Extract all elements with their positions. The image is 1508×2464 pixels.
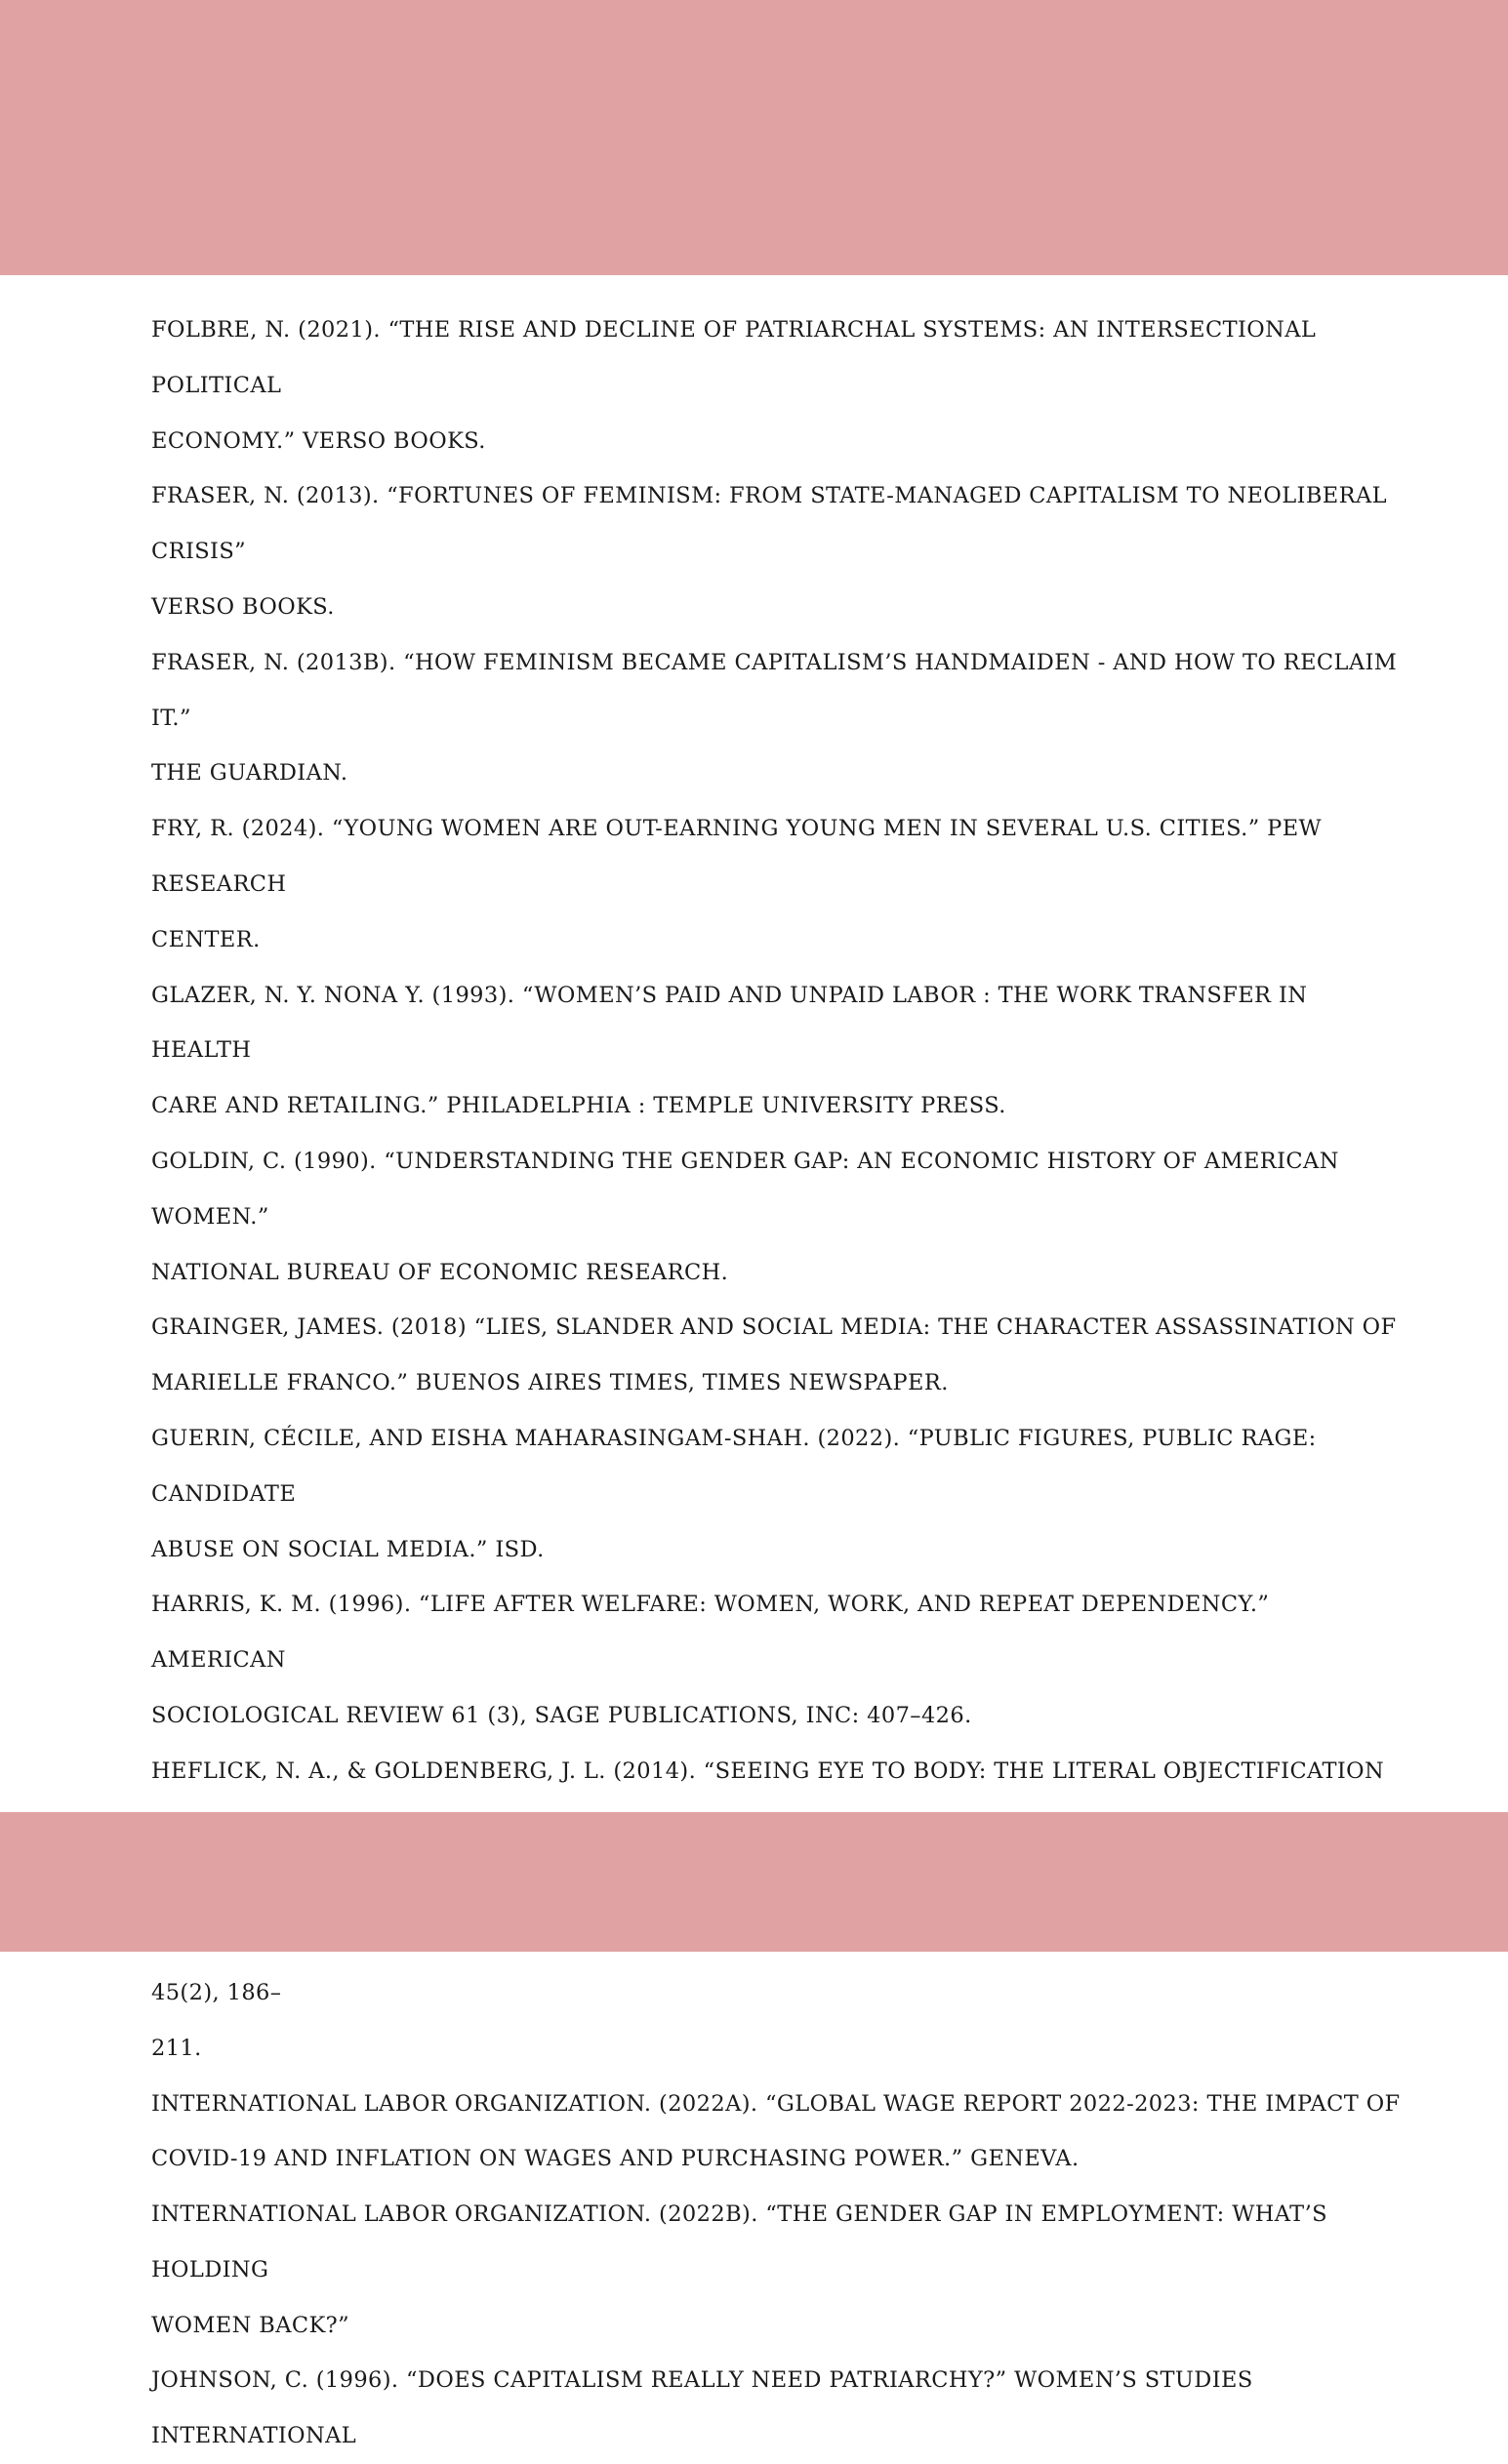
reference-entry: GRAINGER, JAMES. (2018) “LIES, SLANDER AND SOCIAL MEDIA: THE CHARACTER ASSASSINATION OF MARIELLE FRANCO.” BUENOS AIRES TIMES, TIMES NEWSPAPER.: [151, 1314, 1397, 1396]
reference-entry: FRASER, N. (2013). “FORTUNES OF FEMINISM: FROM STATE-MANAGED CAPITALISM TO NEOLIBERAL CRISIS” VERSO BOOKS.: [151, 483, 1387, 620]
bottom-color-band: [0, 1812, 1508, 1952]
reference-entry: HEFLICK, N. A., & GOLDENBERG, J. L. (2014). “SEEING EYE TO BODY: THE LITERAL OBJECTIFICATION: [151, 1757, 1385, 1784]
reference-entry: GOLDIN, C. (1990). “UNDERSTANDING THE GENDER GAP: AN ECONOMIC HISTORY OF AMERICAN WOMEN.” NATIONAL BUREAU OF ECONOMIC RESEARCH.: [151, 1148, 1339, 1285]
top-color-band: [0, 0, 1508, 275]
reference-entry: FRY, R. (2024). “YOUNG WOMEN ARE OUT-EARNING YOUNG MEN IN SEVERAL U.S. CITIES.” PEW RESEARCH CENTER.: [151, 816, 1323, 952]
reference-entry: INTERNATIONAL LABOR ORGANIZATION. (2022A). “GLOBAL WAGE REPORT 2022-2023: THE IMPACT OF COVID-19 AND INFLATION ON WAGES AND PURCHASING POWER.” GENEVA.: [151, 2090, 1401, 2172]
reference-entry: 45(2), 186– 211.: [151, 1979, 282, 2061]
reference-entry: GLAZER, N. Y. NONA Y. (1993). “WOMEN’S PAID AND UNPAID LABOR : THE WORK TRANSFER IN HEALTH CARE AND RETAILING.” PHILADELPHIA : TEMPLE UNIVERSITY PRESS.: [151, 982, 1308, 1119]
reference-list: [151, 303, 1410, 2449]
reference-entry: INTERNATIONAL LABOR ORGANIZATION. (2022B). “THE GENDER GAP IN EMPLOYMENT: WHAT’S HOLDING WOMEN BACK?”: [151, 2201, 1327, 2338]
reference-entry: FOLBRE, N. (2021). “THE RISE AND DECLINE OF PATRIARCHAL SYSTEMS: AN INTERSECTIONAL POLITICAL ECONOMY.” VERSO BOOKS.: [151, 317, 1317, 454]
reference-entry: GUERIN, CÉCILE, AND EISHA MAHARASINGAM-SHAH. (2022). “PUBLIC FIGURES, PUBLIC RAGE: CANDIDATE ABUSE ON SOCIAL MEDIA.” ISD.: [151, 1425, 1317, 1562]
reference-entry: FRASER, N. (2013B). “HOW FEMINISM BECAME CAPITALISM’S HANDMAIDEN - AND HOW TO RECLAIM IT.” THE GUARDIAN.: [151, 649, 1398, 787]
reference-entry: HARRIS, K. M. (1996). “LIFE AFTER WELFARE: WOMEN, WORK, AND REPEAT DEPENDENCY.” AMERICAN SOCIOLOGICAL REVIEW 61 (3), SAGE PUBLICATIONS, INC: 407–426.: [151, 1592, 1270, 1728]
reference-entry: JOHNSON, C. (1996). “DOES CAPITALISM REALLY NEED PATRIARCHY?” WOMEN’S STUDIES INTERNATIONAL: [151, 2367, 1253, 2449]
